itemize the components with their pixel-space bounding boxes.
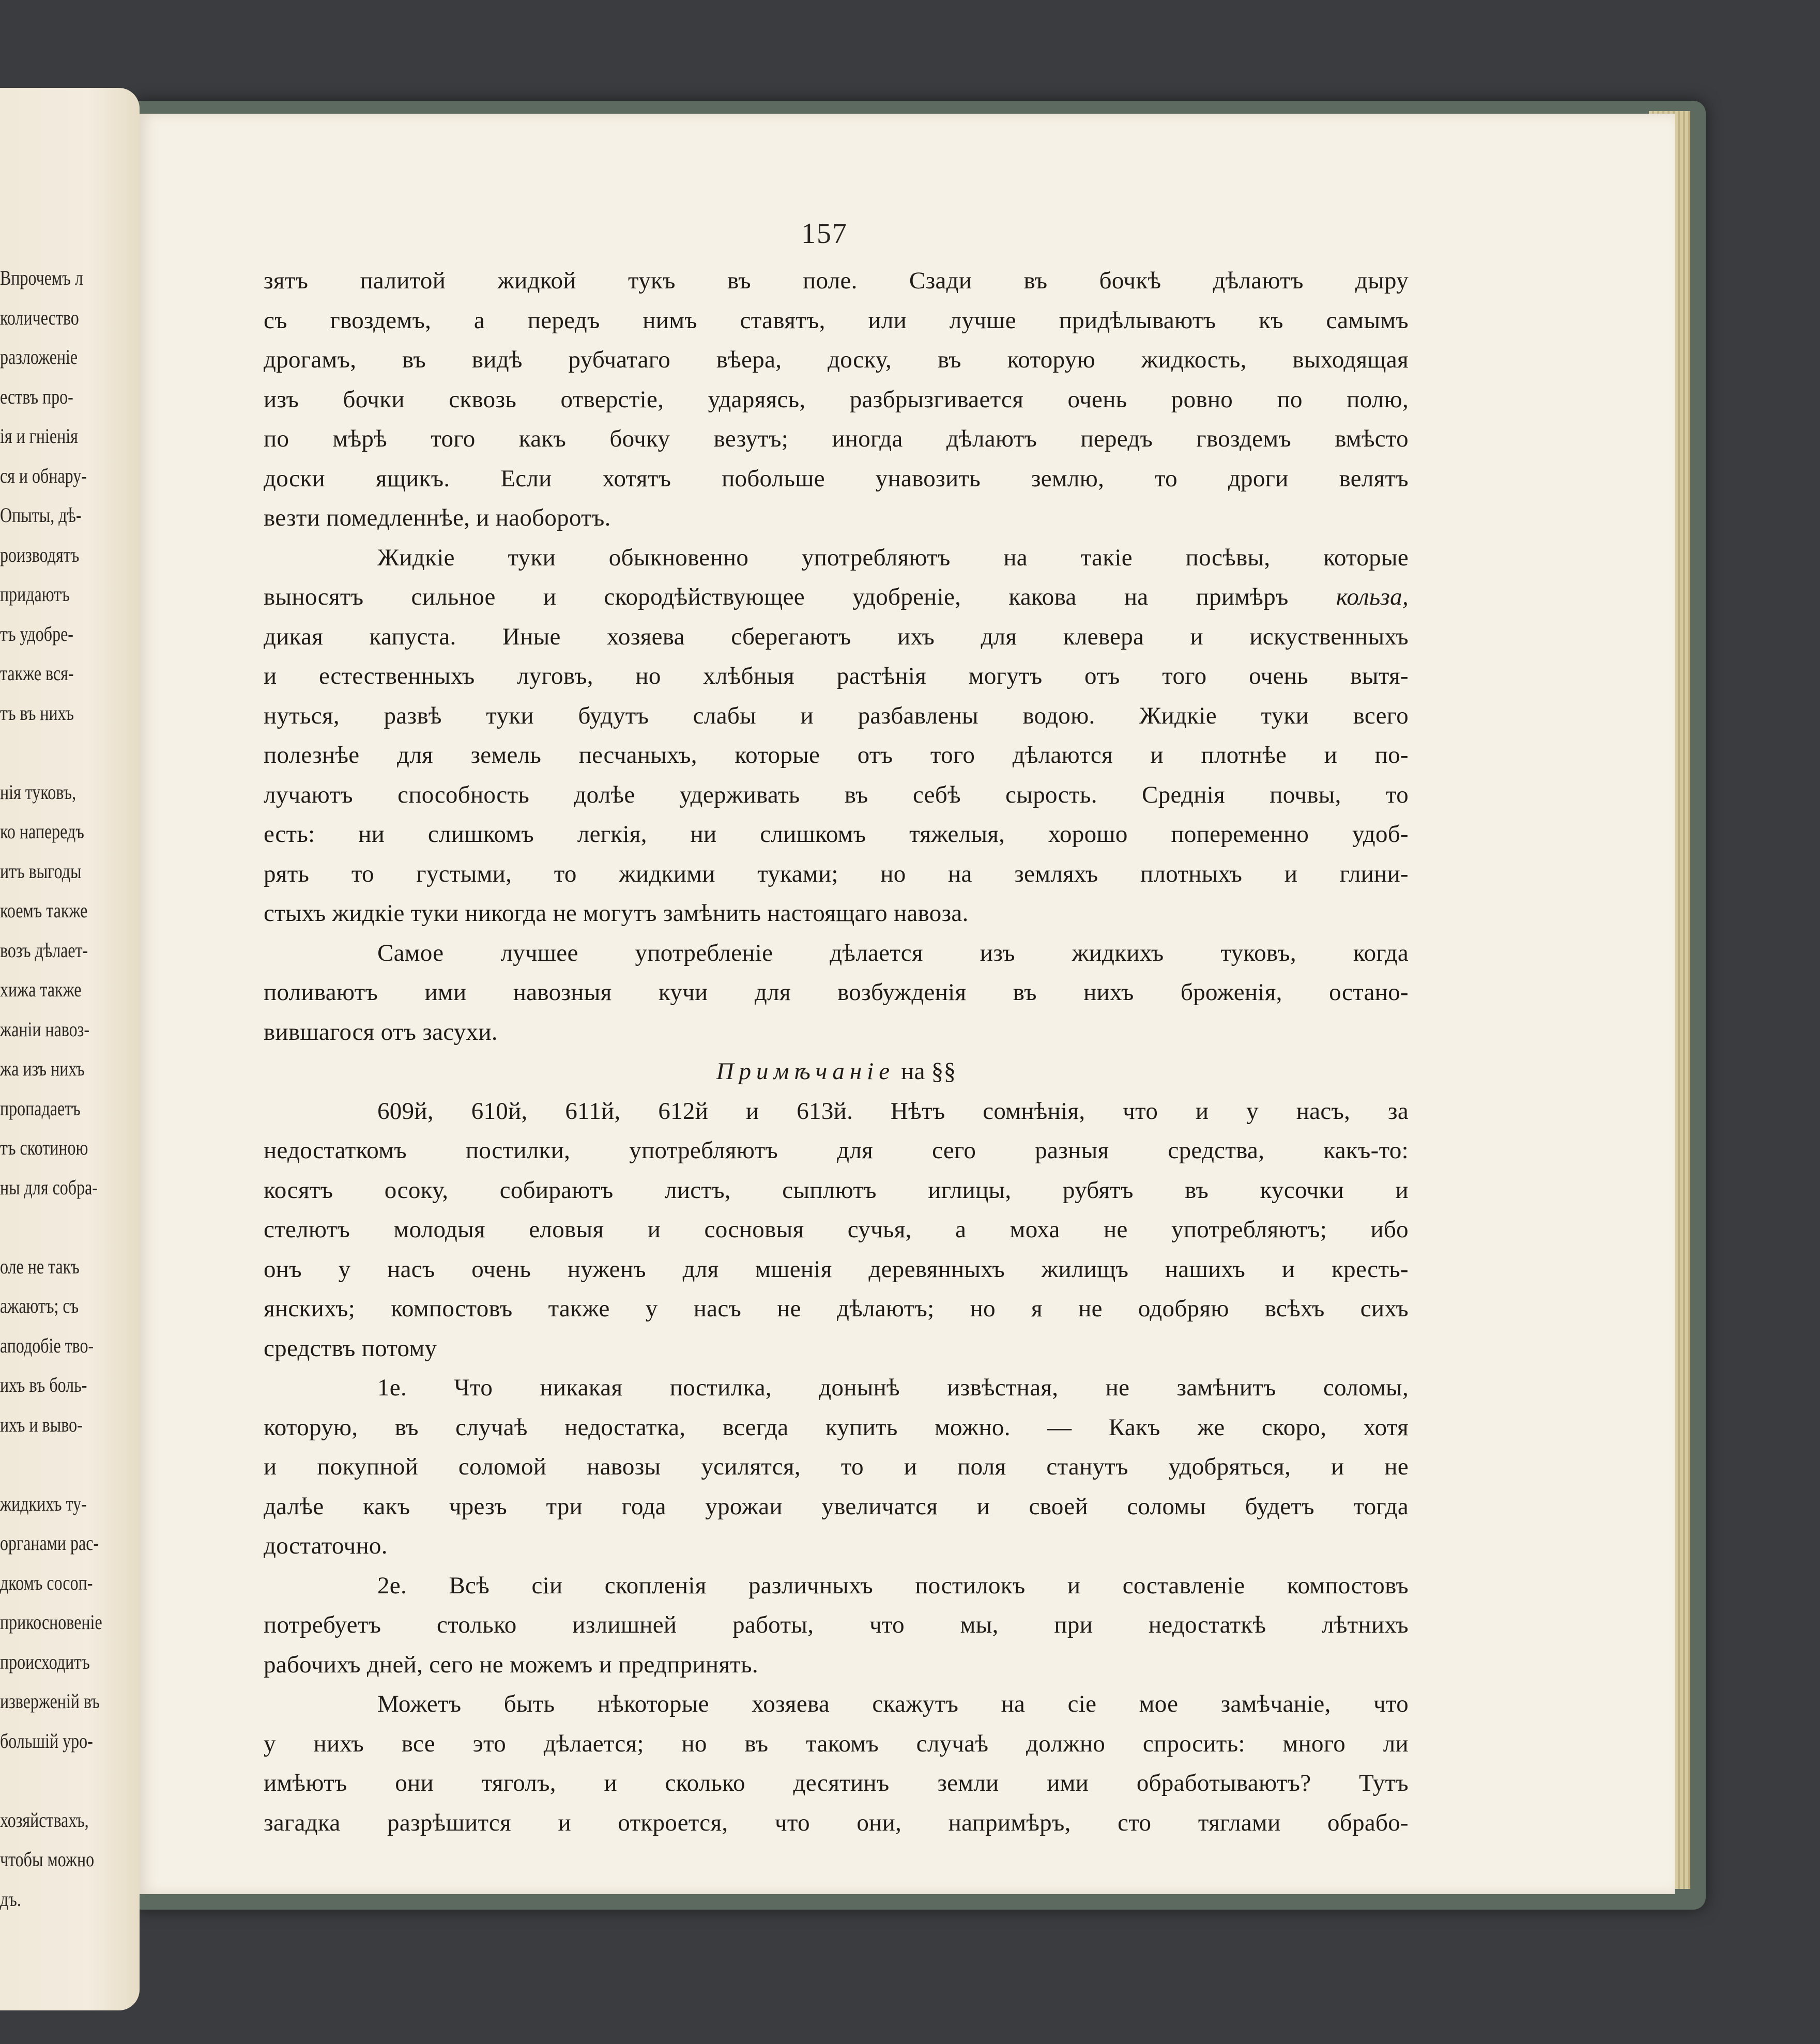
- text-line: лучаютъ способность долѣе удерживать въ себѣ сырость. Среднія почвы, то: [264, 781, 1409, 808]
- left-page-line: ествъ про-: [0, 385, 73, 408]
- paragraph-start: Самое лучшее употребленіе дѣлается изъ жидкихъ туковъ, когда: [377, 939, 1409, 966]
- text-line: рабочихъ дней, сего не можемъ и предпринять.: [264, 1651, 758, 1678]
- text-line: которую, въ случаѣ недостатка, всегда купить можно. — Какъ же скоро, хотя: [264, 1413, 1409, 1441]
- paragraph-start: 1е. Что никакая постилка, донынѣ извѣстная, не замѣнитъ соломы,: [377, 1374, 1409, 1401]
- left-page-line: прикосновеніе: [0, 1610, 102, 1634]
- text-line: есть: ни слишкомъ легкія, ни слишкомъ тяжелыя, хорошо попеременно удоб-: [264, 821, 1409, 848]
- text-line: имѣютъ они тяголъ, и сколько десятинъ земли ими обработываютъ? Тутъ: [264, 1770, 1409, 1796]
- left-page-line: ся и обнару-: [0, 464, 87, 487]
- left-page-line: тъ удобре-: [0, 622, 73, 646]
- left-page-line: коемъ также: [0, 899, 88, 922]
- paragraph-start: 2е. Всѣ сіи скопленія различныхъ постилокъ и составленіе компостовъ: [377, 1572, 1409, 1599]
- left-page-line: итъ выгоды: [0, 859, 82, 883]
- left-page-line: хозяйствахъ,: [0, 1808, 89, 1832]
- left-page-line: роизводятъ: [0, 543, 80, 566]
- left-page: [0, 88, 140, 2010]
- text-line: выносятъ сильное и скородѣйствующее удобреніе, какова на примѣръ кольза,: [264, 583, 1409, 610]
- left-page-text: [0, 258, 140, 1919]
- left-page-line: оле не такъ: [0, 1254, 80, 1278]
- left-page-line: дкомъ сосоп-: [0, 1571, 93, 1594]
- page-number: 157: [801, 218, 848, 250]
- left-page-line: дъ.: [0, 1887, 21, 1911]
- left-page-line: большій уро-: [0, 1729, 93, 1753]
- text-line: полезнѣе для земель песчаныхъ, которые отъ того дѣлаются и плотнѣе и по-: [264, 742, 1409, 769]
- left-page-line: Опыты, дѣ-: [0, 503, 82, 527]
- note-heading: Примѣчаніе на §§: [716, 1058, 956, 1085]
- left-page-line: возъ дѣлает-: [0, 938, 88, 962]
- left-page-line: пропадаетъ: [0, 1096, 81, 1120]
- text-line: рять то густыми, то жидкими туками; но на земляхъ плотныхъ и глини-: [264, 860, 1409, 887]
- text-line: дикая капуста. Иные хозяева сберегаютъ ихъ для клевера и искуственныхъ: [264, 623, 1409, 650]
- left-page-line: чтобы можно: [0, 1848, 95, 1871]
- text-line: и естественныхъ луговъ, но хлѣбныя растѣнія могутъ отъ того очень вытя-: [264, 663, 1409, 689]
- left-page-line: ко напередъ: [0, 820, 84, 843]
- text-line: зятъ палитой жидкой тукъ въ поле. Сзади въ бочкѣ дѣлаютъ дыру: [264, 267, 1409, 294]
- left-page-line: органами рас-: [0, 1531, 99, 1555]
- left-page-line: происходитъ: [0, 1650, 90, 1673]
- left-page-line: тъ скотиною: [0, 1136, 88, 1159]
- left-page-line: [0, 733, 120, 773]
- text-line: и покупной соломой навозы усилятся, то и поля станутъ удобряться, и не: [264, 1453, 1409, 1480]
- text-line: онъ у насъ очень нуженъ для мшенія деревянныхъ жилищъ нашихъ и кресть-: [264, 1255, 1409, 1283]
- text-line: съ гвоздемъ, а передъ нимъ ставятъ, или лучше придѣлываютъ къ самымъ: [264, 306, 1409, 334]
- text-line: по мѣрѣ того какъ бочку везутъ; иногда дѣлаютъ передъ гвоздемъ вмѣсто: [264, 425, 1409, 452]
- left-page-line: жаніи навоз-: [0, 1017, 89, 1041]
- left-page-line: [0, 1761, 120, 1801]
- left-page-line: также вся-: [0, 662, 74, 685]
- left-page-line: тъ въ нихъ: [0, 701, 74, 725]
- text-line: вившагося отъ засухи.: [264, 1018, 498, 1046]
- left-page-line: ны для собра-: [0, 1175, 98, 1199]
- body-text: [264, 261, 1409, 1842]
- left-page-line: количество: [0, 305, 79, 329]
- left-page-line: ажаютъ; съ: [0, 1294, 79, 1317]
- text-line: далѣе какъ чрезъ три года урожаи увеличатся и своей соломы будетъ тогда: [264, 1493, 1409, 1520]
- text-line: изъ бочки сквозь отверстіе, ударяясь, разбрызгивается очень ровно по полю,: [264, 386, 1409, 413]
- text-line: поливаютъ ими навозныя кучи для возбужденія въ нихъ броженія, остано-: [264, 979, 1409, 1006]
- text-line: янскихъ; компостовъ также у насъ не дѣлаютъ; но я не одобряю всѣхъ сихъ: [264, 1295, 1409, 1322]
- left-page-line: жа изъ нихъ: [0, 1057, 85, 1080]
- left-page-line: аподобіе тво-: [0, 1333, 94, 1357]
- text-line: стыхъ жидкіе туки никогда не могутъ замѣнить настоящаго навоза.: [264, 900, 969, 927]
- italic-term: кольза,: [1336, 583, 1409, 610]
- text-line: недостаткомъ постилки, употребляютъ для сего разныя средства, какъ-то:: [264, 1137, 1409, 1164]
- text-line: косятъ осоку, собираютъ листъ, сыплютъ иглицы, рубятъ въ кусочки и: [264, 1176, 1409, 1204]
- text-line: загадка разрѣшится и откроется, что они, напримѣръ, сто тяглами обрабо-: [264, 1809, 1409, 1836]
- text-line: стелютъ молодыя еловыя и сосновыя сучья, а моха не употребляютъ; ибо: [264, 1216, 1409, 1243]
- paragraph-start: Можетъ быть нѣкоторые хозяева скажутъ на сіе мое замѣчаніе, что: [377, 1690, 1409, 1717]
- left-page-line: ія и гніенія: [0, 424, 78, 448]
- left-page-line: [0, 1444, 120, 1484]
- left-page-line: [0, 1207, 120, 1247]
- text-line: нуться, развѣ туки будутъ слабы и разбавлены водою. Жидкіе туки всего: [264, 702, 1409, 729]
- text-line: достаточно.: [264, 1532, 388, 1559]
- left-page-line: разложеніе: [0, 345, 78, 368]
- text-line: потребуетъ столько излишней работы, что мы, при недостаткѣ лѣтнихъ: [264, 1611, 1409, 1638]
- left-page-line: жидкихъ ту-: [0, 1492, 87, 1515]
- left-page-line: Впрочемъ л: [0, 266, 83, 289]
- paragraph-start: Жидкіе туки обыкновенно употребляютъ на такіе посѣвы, которые: [377, 544, 1409, 571]
- left-page-line: ихъ и выво-: [0, 1412, 83, 1436]
- left-page-line: изверженій въ: [0, 1689, 100, 1713]
- paragraph-start: 609й, 610й, 611й, 612й и 613й. Нѣтъ сомнѣнія, что и у насъ, за: [377, 1097, 1409, 1125]
- left-page-line: придаютъ: [0, 582, 70, 606]
- left-page-line: нія туковъ,: [0, 780, 77, 804]
- left-page-line: хижа также: [0, 978, 82, 1001]
- text-line: средствъ потому: [264, 1334, 437, 1362]
- text-line: у нихъ все это дѣлается; но въ такомъ случаѣ должно спросить: много ли: [264, 1730, 1409, 1757]
- text-line: везти помедленнѣе, и наоборотъ.: [264, 504, 611, 531]
- left-page-line: ихъ въ боль-: [0, 1373, 87, 1396]
- text-line: доски ящикъ. Если хотятъ побольше унавозить землю, то дроги велятъ: [264, 465, 1409, 492]
- text-line: дрогамъ, въ видѣ рубчатаго вѣера, доску, въ которую жидкость, выходящая: [264, 346, 1409, 373]
